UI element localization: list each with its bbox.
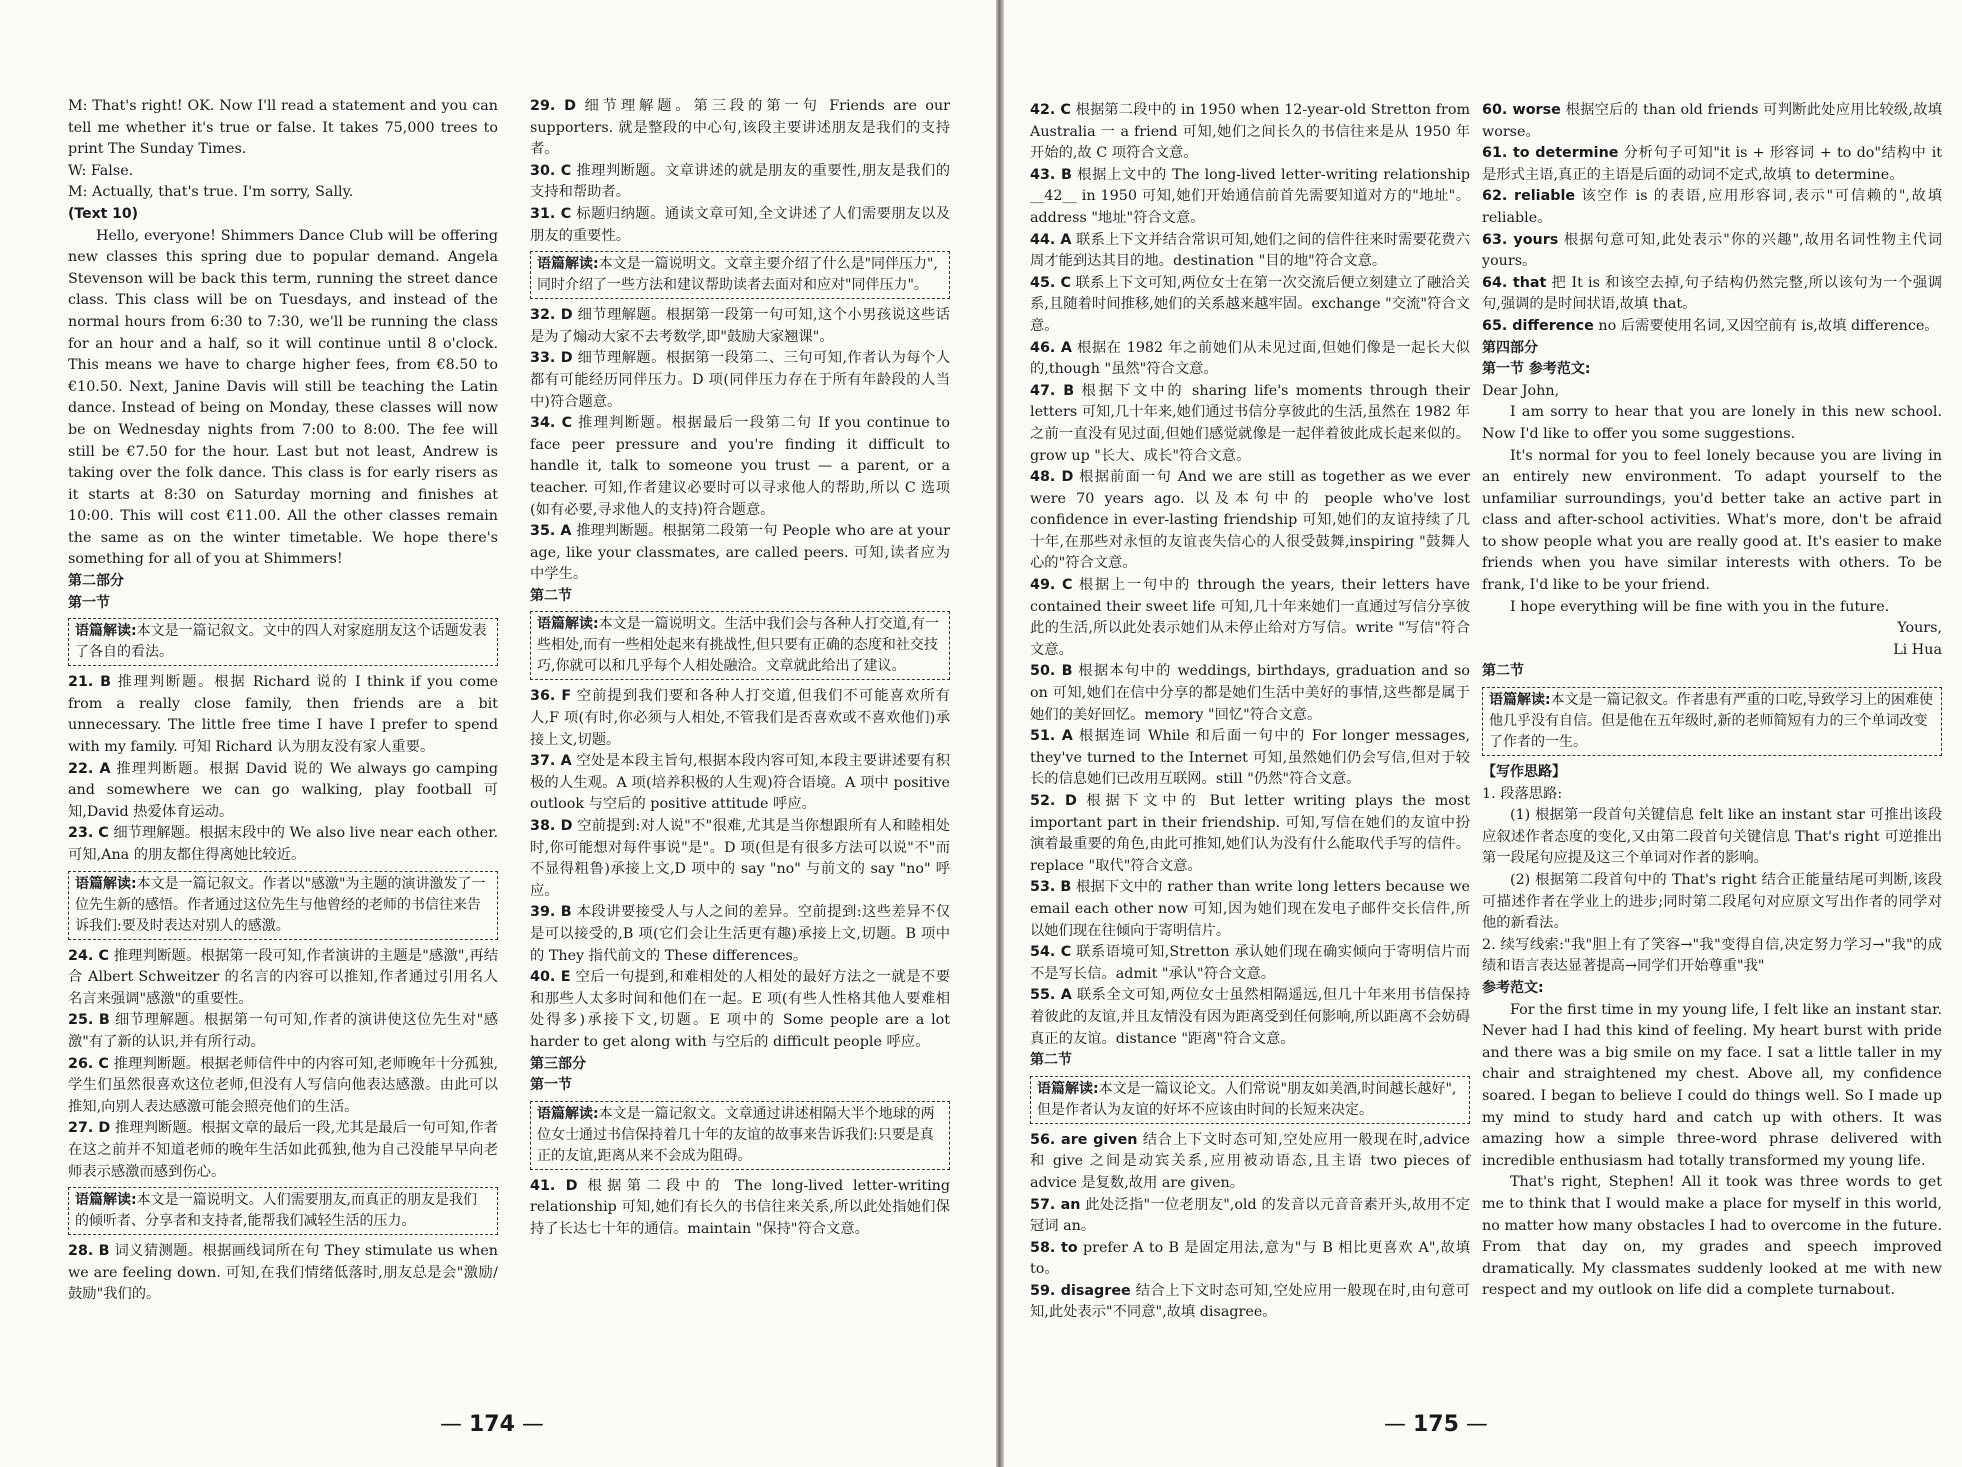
answer-number: 23. C	[68, 825, 109, 842]
text-paragraph: Hello, everyone! Shimmers Dance Club will be offering new classes this spring due to popular demand. Angela Stevenson will be back this term, running the street dance class. This class will be on Tuesdays, and instead of the normal hours from 6:30 to 7:30, we'll be running the class for an hour and a half, so it will continue until 8 o'clock. This means we have to charge higher fees, from €8.50 to €10.50. Next, Janine Davis will still be teaching the Latin dance. Instead of being on Monday, these classes will now be on Wednesday nights from 7:00 to 8:00. The fee will still be €7.50 for the hour. Last but not least, Andrew is taking over the folk dance. This class is for early risers as it starts at 8:30 on Saturday morning and finishes at 10:00. This will cost €11.00. All the other classes remain the same as on the winter timetable. We hope there's something for all of you at Shimmers!	[68, 227, 498, 568]
answer-explanation: prefer A to B 是固定用法,意为"与 B 相比更喜欢 A",故填 to。	[1030, 1239, 1471, 1278]
answer-item	[1482, 316, 1942, 338]
answer-explanation: 根据在 1982 年之前她们从未见过面,但她们像是一起长大似的,though "虽然"符合文意。	[1030, 339, 1470, 378]
answer-item	[1030, 985, 1470, 1050]
answer-explanation: 根据下文中的 But letter writing plays the most important part in their friendship. 可知,写信在她们的友谊中扮演着最重要的角色,由此可推知,她们认为没有什么能取代手写的信件。replace "取代"符合文意。	[1030, 793, 1470, 874]
answer-number: 26. C	[68, 1055, 109, 1072]
answer-item	[1030, 273, 1470, 338]
passage-analysis-label: 语篇解读:	[1489, 692, 1551, 709]
answer-explanation: 推理判断题。根据最后一段第二句 If you continue to face peer pressure and you're finding it difficult to handle it, talk to someone you trust — a parent, or a teacher. 可知,作者建议必要时可以寻求他人的帮助,所以 C 选项(如有必要,寻求他人的支持)符合题意。	[530, 415, 950, 518]
section-heading: 第一节	[68, 594, 110, 611]
answer-item	[68, 1241, 498, 1306]
answer-number: 31. C	[530, 205, 572, 222]
answer-item	[530, 305, 950, 348]
answer-explanation: 根据第二段中的 The long-lived letter-writing relationship 可知,她们有长久的书信往来关系,所以此处指她们保持了长达七十年的通信。maintain "保持"符合文意。	[530, 1177, 951, 1237]
answer-item	[530, 816, 950, 902]
answer-explanation: 推理判断题。文章讲述的就是朋友的重要性,朋友是我们的支持和帮助者。	[530, 162, 951, 201]
answer-number: 65. difference	[1482, 317, 1594, 334]
answer-item	[1482, 100, 1942, 143]
passage-analysis-label: 语篇解读:	[1037, 1080, 1099, 1097]
answer-item	[1030, 877, 1470, 942]
answer-explanation: 细节理解题。第三段的第一句 Friends are our supporters. 就是整段的中心句,该段主要讲述朋友是我们的支持者。	[530, 98, 951, 158]
answer-explanation: 该空作 is 的表语,应用形容词,表示"可信赖的",故填 reliable。	[1482, 188, 1942, 226]
answer-explanation: 结合上下文时态可知,空处应用一般现在时,由句意可知,此处表示"不同意",故填 disagree。	[1030, 1282, 1471, 1321]
answer-item	[1030, 791, 1470, 877]
section-heading: 参考范文:	[1482, 979, 1544, 996]
passage-analysis-box	[68, 871, 498, 940]
passage-analysis-text: 本文是一篇说明文。文章主要介绍了什么是"同伴压力",同时介绍了一些方法和建议帮助读者去面对和应对"同伴压力"。	[537, 256, 938, 294]
answer-explanation: 空前提到我们要和各种人打交道,但我们不可能喜欢所有人,F 项(有时,你必须与人相处,不管我们是否喜欢或不喜欢他们)承接上文,切题。	[530, 688, 951, 748]
answer-explanation: 根据上一句中的 through the years, their letters have contained their sweet life 可知,几十年来她们一直通过写信分享彼此的生活,所以此处表示她们从未停止给对方写信。write "写信"符合文意。	[1030, 577, 1471, 658]
text-paragraph: For the first time in my young life, I felt like an instant star. Never had I had this kind of feeling. My heart burst with pride and there was a big smile on my face. I sat a little taller in my chair and straightened my chest. Above all, my confidence soared. I began to believe I could do things well. So I made up my mind to study hard and catch up with others. It was amazing how a simple three-word phrase delivered with incredible enthusiasm had totally transformed my young life.	[1482, 1001, 1942, 1169]
text-paragraph: It's normal for you to feel lonely because you are living in an entirely new environment. To adapt yourself to the unfamiliar surroundings, you'd better take an active part in class and after-school activities. What's more, don't be afraid to show people what you are really good at. It's easier to make friends when you have similar interests with others. To be frank, I'd like to be your friend.	[1482, 447, 1942, 594]
text-paragraph: (2) 根据第二段首句中的 That's right 结合正能量结尾可判断,该段可描述作者在学业上的进步;同时第二段尾句对应原文写出作者的同学对他的新看法。	[1482, 872, 1942, 932]
text-paragraph: That's right, Stephen! All it took was three words to get me to think that I would make a place for myself in this world, no matter how many obstacles I had to overcome in the future. From that day on, my grades and speech improved dramatically. My classmates suddenly looked at me with new respect and my outlook on life did a complete turnabout.	[1482, 1174, 1942, 1299]
right-page-column-2	[1482, 100, 1942, 1302]
answer-item	[68, 1118, 498, 1183]
answer-item	[68, 1010, 498, 1053]
answer-explanation: 空处是本段主旨句,根据本段内容可知,本段主要讲述要有积极的人生观。A 项(培养积极的人生观)符合语境。A 项中 positive outlook 与空后的 positive attitude 呼应。	[530, 753, 950, 813]
answer-item	[1030, 467, 1470, 575]
text-paragraph: 1. 段落思路:	[1482, 785, 1563, 802]
answer-item	[530, 751, 950, 816]
answer-item	[1482, 230, 1942, 273]
answer-item	[530, 161, 950, 204]
text-paragraph: I am sorry to hear that you are lonely in this new school. Now I'd like to offer you some suggestions.	[1482, 404, 1942, 442]
passage-analysis-label: 语篇解读:	[537, 256, 599, 273]
answer-number: 35. A	[530, 523, 572, 540]
answer-explanation: 细节理解题。根据第一句可知,作者的演讲使这位先生对"感激"有了新的认识,并有所行动。	[68, 1012, 498, 1050]
right-page	[1004, 0, 1962, 1467]
answer-explanation: 根据前面一句 And we are still as together as we ever were 70 years ago. 以及本句中的 people who've lost confidence in ever-lasting friendship 可知,她们的友谊持续了几十年,在那些对永恒的友谊丧失信心的人很受鼓舞,inspiring "鼓舞人心的"符合文意。	[1030, 469, 1471, 572]
answer-number: 27. D	[68, 1120, 111, 1137]
answer-explanation: 根据空后的 than old friends 可判断此处应用比较级,故填 worse。	[1482, 102, 1943, 140]
answer-number: 43. B	[1030, 166, 1072, 183]
answer-number: 34. C	[530, 415, 573, 432]
answer-explanation: 细节理解题。根据第一段第一句可知,这个小男孩说这些话是为了煽动大家不去考数学,即"鼓励大家翘课"。	[530, 307, 951, 345]
answer-item	[1030, 1130, 1470, 1195]
text-paragraph: Li Hua	[1893, 641, 1942, 658]
section-heading: 第一节	[530, 1077, 572, 1094]
answer-number: 64. that	[1482, 274, 1547, 291]
passage-analysis-text: 本文是一篇记叙文。作者患有严重的口吃,导致学习上的困难使他几乎没有自信。但是他在五年级时,新的老师简短有力的三个单词改变了作者的一生。	[1489, 692, 1934, 751]
answer-item	[1030, 165, 1470, 230]
answer-number: 62. reliable	[1482, 188, 1576, 205]
passage-analysis-box	[68, 618, 498, 666]
answer-number: 39. B	[530, 904, 572, 921]
left-page-column-2	[530, 96, 950, 1241]
answer-explanation: 结合上下文时态可知,空处应用一般现在时,advice 和 give 之间是动宾关系,应用被动语态,且主语 two pieces of advice 是复数,故用 are given。	[1030, 1131, 1470, 1191]
answer-item	[1030, 1195, 1470, 1238]
answer-number: 36. F	[530, 688, 572, 705]
answer-item	[1030, 381, 1470, 467]
answer-number: 61. to determine	[1482, 145, 1619, 162]
answer-item	[1030, 1281, 1470, 1324]
passage-analysis-text: 本文是一篇记叙文。文章通过讲述相隔大半个地球的两位女士通过书信保持着几十年的友谊的故事来告诉我们:只要是真正的友谊,距离从来不会成为阻碍。	[537, 1105, 935, 1164]
passage-analysis-text: 本文是一篇说明文。人们需要朋友,而真正的朋友是我们的倾听者、分享者和支持者,能帮我们减轻生活的压力。	[75, 1192, 478, 1230]
answer-number: 63. yours	[1482, 231, 1559, 248]
answer-item	[68, 672, 498, 758]
answer-item	[1482, 143, 1942, 186]
section-heading: 第二节	[1482, 663, 1524, 680]
answer-number: 28. B	[68, 1243, 110, 1260]
passage-analysis-label: 语篇解读:	[75, 875, 137, 892]
answer-item	[1030, 726, 1470, 791]
answer-item	[68, 759, 498, 824]
answer-item	[530, 348, 950, 413]
answer-number: 24. C	[68, 947, 109, 964]
answer-item	[530, 521, 950, 586]
answer-number: 59. disagree	[1030, 1282, 1131, 1299]
answer-item	[1030, 661, 1470, 726]
answer-explanation: 空后一句提到,和难相处的人相处的最好方法之一就是不要和那些人太多时间和他们在一起。E 项(有些人性格其他人要难相处得多)承接下文,切题。E 项中的 Some people are a lot harder to get along with 与空后的 difficult people 呼应。	[530, 969, 951, 1050]
answer-number: 22. A	[68, 760, 111, 777]
answer-item	[68, 823, 498, 866]
section-heading: 第一节 参考范文:	[1482, 361, 1591, 378]
answer-number: 29. D	[530, 98, 577, 114]
answer-number: 54. C	[1030, 944, 1072, 961]
passage-analysis-text: 本文是一篇记叙文。文中的四人对家庭朋友这个话题发表了各自的看法。	[75, 623, 487, 661]
answer-item	[530, 96, 950, 161]
passage-analysis-box	[530, 251, 950, 299]
answer-explanation: 细节理解题。根据末段中的 We also live near each other. 可知,Ana 的朋友都住得离她比较近。	[68, 825, 499, 863]
answer-explanation: 空前提到:对人说"不"很难,尤其是当你想跟所有人和睦相处时,你可能想对每件事说"是"。D 项(但是有很多方法可以说"不"而不显得粗鲁)承接上文,D 项中的 say "no" 与前文的 say "no" 呼应。	[530, 818, 950, 899]
answer-number: 41. D	[530, 1177, 578, 1194]
answer-number: 49. C	[1030, 577, 1073, 594]
passage-analysis-box	[530, 1101, 950, 1170]
text-paragraph: 2. 续写线索:"我"胆上有了笑容→"我"变得自信,决定努力学习→"我"的成绩和语言表达显著提高→同学们开始尊重"我"	[1482, 936, 1942, 975]
passage-analysis-label: 语篇解读:	[75, 623, 137, 640]
section-heading: (Text 10)	[68, 205, 139, 222]
answer-explanation: 推理判断题。根据 David 说的 We always go camping and somewhere we can go walking, play football 可知,David 热爱体育运动。	[68, 760, 499, 820]
text-paragraph: W: False.	[68, 162, 134, 179]
section-heading: 【写作思路】	[1482, 764, 1566, 781]
answer-item	[68, 1054, 498, 1119]
text-paragraph: (1) 根据第一段首句关键信息 felt like an instant star 可推出该段应叙述作者态度的变化,又由第二段首句关键信息 That's right 可逆推出第一段尾句应提及这三个单词对作者的影响。	[1482, 807, 1942, 867]
answer-explanation: 联系上下文并结合常识可知,她们之间的信件往来时需要花费六周才能到达其目的地。destination "目的地"符合文意。	[1030, 231, 1471, 270]
answer-item	[530, 1176, 950, 1241]
answer-number: 50. B	[1030, 663, 1073, 680]
answer-item	[1030, 100, 1470, 165]
answer-explanation: 根据连词 While 和后面一句中的 For longer messages, they've turned to the Internet 可知,虽然她们仍会写信,但对于较长的信息她们已改用互联网。still "仍然"符合文意。	[1030, 728, 1470, 788]
answer-number: 45. C	[1030, 274, 1071, 291]
answer-explanation: 推理判断题。根据老师信件中的内容可知,老师晚年十分孤独,学生们虽然很喜欢这位老师,但没有人写信向他表达感激。由此可以推知,向别人表达感激可能会照亮他们的生活。	[68, 1055, 499, 1115]
answer-explanation: 把 It is 和该空去掉,句子结构仍然完整,所以该句为一个强调句,强调的是时间状语,故填 that。	[1482, 274, 1942, 313]
answer-explanation: 推理判断题。根据 Richard 说的 I think if you come from a really close family, then friends are a bit unnecessary. The little free time I have I prefer to spend with my family. 可知 Richard 认为朋友没有家人重要。	[68, 674, 498, 756]
answer-number: 46. A	[1030, 339, 1072, 356]
page-number-left: — 174 —	[440, 1412, 544, 1437]
answer-number: 42. C	[1030, 102, 1071, 118]
answer-explanation: 推理判断题。根据第二段第一句 People who are at your age, like your classmates, are called peers. 可知,读者应为中学生。	[530, 523, 950, 583]
answer-item	[530, 204, 950, 247]
text-paragraph: I hope everything will be fine with you in the future.	[1510, 598, 1890, 615]
answer-item	[530, 967, 950, 1053]
left-page-column-1	[68, 96, 498, 1306]
answer-number: 57. an	[1030, 1196, 1081, 1213]
passage-analysis-label: 语篇解读:	[537, 616, 599, 633]
answer-explanation: 本段讲要接受人与人之间的差异。空前提到:这些差异不仅是可以接受的,B 项(它们会让生活更有趣)承接上文,切题。B 项中的 They 指代前文的 These differences。	[530, 904, 951, 964]
answer-explanation: 此处泛指"一位老朋友",old 的发音以元音音素开头,故用不定冠词 an。	[1030, 1196, 1470, 1235]
answer-number: 38. D	[530, 818, 573, 835]
answer-explanation: 根据本句中的 weddings, birthdays, graduation and so on 可知,她们在信中分享的都是她们生活中美好的事情,这些都是属于她们的美好回忆。memory "回忆"符合文意。	[1030, 663, 1470, 723]
text-paragraph: M: That's right! OK. Now I'll read a statement and you can tell me whether it's true or false. It takes 75,000 trees to print The Sunday Times.	[68, 98, 498, 158]
right-page-column-1	[1030, 100, 1470, 1324]
section-heading: 第三部分	[530, 1055, 586, 1072]
answer-explanation: 根据下文中的 rather than write long letters because we email each other now 可知,因为她们现在发电子邮件交长信件,所以她们现在往倾向于寄明信片。	[1030, 879, 1471, 939]
answer-explanation: 联系语境可知,Stretton 承认她们现在确实倾向于寄明信片而不是写长信。admit "承认"符合文意。	[1030, 944, 1471, 982]
answer-number: 56. are given	[1030, 1131, 1138, 1148]
answer-explanation: 标题归纳题。通读文章可知,全文讲述了人们需要朋友以及朋友的重要性。	[530, 205, 951, 244]
answer-number: 48. D	[1030, 469, 1074, 486]
answer-item	[1030, 1238, 1470, 1281]
text-paragraph: Dear John,	[1482, 382, 1560, 399]
passage-analysis-label: 语篇解读:	[75, 1192, 137, 1209]
answer-explanation: no 后需要使用名词,又因空前有 is,故填 difference。	[1598, 317, 1939, 334]
answer-item	[530, 413, 950, 521]
section-heading: 第二节	[1030, 1052, 1072, 1069]
passage-analysis-text: 本文是一篇记叙文。作者以"感激"为主题的演讲激发了一位先生新的感悟。作者通过这位先生与他曾经的老师的书信往来告诉我们:要及时表达对别人的感激。	[75, 875, 486, 934]
answer-item	[68, 946, 498, 1011]
book-gutter	[996, 0, 1004, 1467]
answer-item	[530, 902, 950, 967]
answer-number: 58. to	[1030, 1239, 1078, 1256]
answer-explanation: 联系全文可知,两位女士虽然相隔遥远,但几十年来用书信保持着彼此的友谊,并且友情没有因为距离受到任何影响,所以距离不会妨碍真正的友谊。distance "距离"符合文意。	[1030, 987, 1470, 1047]
passage-analysis-box	[530, 611, 950, 680]
answer-explanation: 根据句意可知,此处表示"你的兴趣",故用名词性物主代词 yours。	[1482, 231, 1942, 270]
passage-analysis-box	[1030, 1076, 1470, 1124]
answer-number: 21. B	[68, 674, 112, 691]
answer-item	[1030, 230, 1470, 273]
text-paragraph: Yours,	[1897, 620, 1942, 637]
answer-explanation: 推理判断题。根据第一段可知,作者演讲的主题是"感激",再结合 Albert Schweitzer 的名言的内容可以推知,作者通过引用名人名言来强调"感激"的重要性。	[68, 947, 498, 1007]
passage-analysis-text: 本文是一篇议论文。人们常说"朋友如美酒,时间越长越好",但是作者认为友谊的好坏不应该由时间的长短来决定。	[1037, 1080, 1457, 1118]
passage-analysis-text: 本文是一篇说明文。生活中我们会与各种人打交道,有一些相处,而有一些相处起来有挑战性,但只要有正确的态度和社交技巧,你就可以和几乎每个人相处融洽。文章就此给出了建议。	[537, 616, 940, 675]
answer-number: 25. B	[68, 1012, 110, 1029]
answer-item	[530, 686, 950, 751]
answer-number: 52. D	[1030, 793, 1077, 809]
answer-item	[1030, 942, 1470, 985]
answer-explanation: 分析句子可知"it is + 形容词 + to do"结构中 it 是形式主语,真正的主语是后面的动词不定式,故填 to determine。	[1482, 145, 1943, 183]
section-heading: 第二节	[530, 587, 572, 604]
answer-item	[1482, 186, 1942, 229]
answer-explanation: 细节理解题。根据第一段第二、三句可知,作者认为每个人都有可能经历同伴压力。D 项(同伴压力存在于所有年龄段的人当中)符合题意。	[530, 350, 951, 410]
passage-analysis-box	[1482, 687, 1942, 756]
answer-explanation: 推理判断题。根据文章的最后一段,尤其是最后一句可知,作者在这之前并不知道老师的晚年生活如此孤独,他为自己没能早早向老师表示感激而感到伤心。	[68, 1120, 499, 1180]
answer-explanation: 词义猜测题。根据画线词所在句 They stimulate us when we are feeling down. 可知,在我们情绪低落时,朋友总是会"激励/鼓励"我们的。	[68, 1243, 499, 1303]
text-paragraph: M: Actually, that's true. I'm sorry, Sally.	[68, 184, 354, 201]
answer-item	[1030, 575, 1470, 661]
answer-explanation: 根据上文中的 The long-lived letter-writing relationship __42__ in 1950 可知,她们开始通信前首先需要知道对方的"地址"。address "地址"符合文意。	[1030, 166, 1471, 226]
answer-number: 40. E	[530, 969, 571, 986]
answer-number: 53. B	[1030, 879, 1072, 896]
answer-explanation: 根据下文中的 sharing life's moments through their letters 可知,几十年来,她们通过书信分享彼此的生活,虽然在 1982 年之前一直没有见过面,但她们感觉就像是一起伴着彼此成长起来似的。grow up "长大、成长"符合文意。	[1030, 382, 1471, 464]
answer-item	[1482, 273, 1942, 316]
page-number-right: — 175 —	[1384, 1412, 1488, 1437]
answer-number: 37. A	[530, 753, 572, 770]
answer-number: 47. B	[1030, 382, 1075, 399]
section-heading: 第二部分	[68, 573, 124, 590]
passage-analysis-label: 语篇解读:	[537, 1105, 599, 1122]
answer-number: 51. A	[1030, 728, 1073, 745]
answer-number: 55. A	[1030, 987, 1072, 1004]
answer-number: 30. C	[530, 162, 572, 179]
answer-number: 33. D	[530, 350, 573, 367]
answer-explanation: 根据第二段中的 in 1950 when 12-year-old Stretton from Australia 一 a friend 可知,她们之间长久的书信往来是从 1950 年开始的,故 C 项符合文意。	[1030, 102, 1471, 162]
passage-analysis-box	[68, 1187, 498, 1235]
answer-number: 44. A	[1030, 231, 1072, 248]
answer-number: 32. D	[530, 307, 573, 324]
answer-number: 60. worse	[1482, 102, 1561, 118]
answer-item	[1030, 338, 1470, 381]
answer-explanation: 联系上下文可知,两位女士在第一次交流后便立刻建立了融洽关系,且随着时间推移,她们的关系越来越牢固。exchange "交流"符合文意。	[1030, 274, 1471, 334]
section-heading: 第四部分	[1482, 339, 1538, 356]
